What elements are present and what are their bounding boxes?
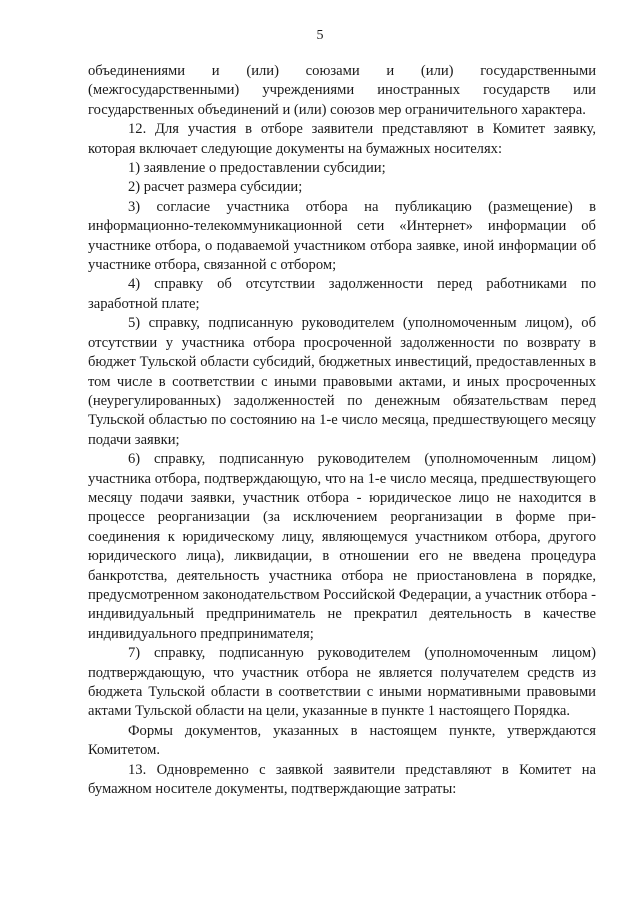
list-item-6: 6) справку, подписанную руководителем (уполномоченным лицом) участника отбора, подтверждающую, что на 1-е число месяца, предшествующего месяцу подачи заявки, участник отбора - юридическое лицо не находится в процессе реорганизации (за исключением реорганизации в форме присоединения к юридическому лицу, являющемуся участником отбора, другого юридического лица), ликвидации, в отношении его не введена процедура банкротства, деятельность участника отбора не приостановлена в порядке, предусмотренном законодательством Российской Федерации, а участник отбора - индивидуальный предприниматель не прекратил деятельность в качестве индивидуального предпринимателя;	[88, 451, 596, 642]
list-item-7: 7) справку, подписанную руководителем (уполномоченным лицом) подтверждающую, что участник отбора не является получателем средств из бюджета Тульской области в соответствии с иными нормативными правовыми актами Тульской области на цели, указанные в пункте 1 настоящего Порядка.	[88, 645, 596, 720]
list-item-4: 4) справку об отсутствии задолженности перед работниками по заработной плате;	[88, 276, 596, 312]
document-body	[88, 62, 596, 799]
list-item-2: 2) расчет размера субсидии;	[128, 179, 303, 196]
list-item-5: 5) справку, подписанную руководителем (уполномоченным лицом), об отсутствии у участника отбора просроченной задолженности по возврату в бюджет Тульской области субсидий, бюджетных инвестиций, предоставленных в том числе в соответствии с иными правовыми актами, и иных просроченных (неурегулированных) задолженностей по денежным обязательствам перед Тульской областью по состоянию на 1-е число месяца, предшествующего месяцу подачи заявки;	[88, 315, 596, 448]
list-item-3: 3) согласие участника отбора на публикацию (размещение) в информационно-телекоммуникационной сети «Интернет» информации об участнике отбора, о подаваемой участником отбора заявке, иной информации об участнике отбора, связанной с отбором;	[88, 198, 596, 274]
paragraph-forms-note: Формы документов, указанных в настоящем пункте, утверждаются Комитетом.	[88, 722, 596, 759]
paragraph-clause-13: 13. Одновременно с заявкой заявители представляют в Комитет на бумажном носителе документы, подтверждающие затраты:	[88, 761, 596, 798]
page-number: 5	[316, 28, 324, 43]
list-item-1: 1) заявление о предоставлении субсидии;	[128, 160, 386, 177]
paragraph-continuation: объединениями и (или) союзами и (или) государственными (межгосударственными) учреждениями иностранных государств или государственных объединений и (или) союзов мер ограничительного характера.	[88, 63, 596, 118]
paragraph-clause-12: 12. Для участия в отборе заявители представляют в Комитет заявку, которая включает следующие документы на бумажных носителях:	[88, 121, 596, 157]
